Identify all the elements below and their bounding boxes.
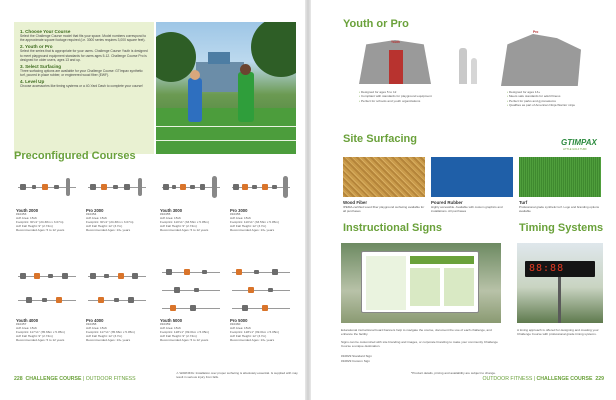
course-layout-diagram (160, 166, 222, 208)
wood-fiber-desc: IPEMA-certified wood fiber playground surfacing available for all purchases (343, 205, 425, 213)
preconfigured-courses-title: Preconfigured Courses (14, 150, 136, 162)
page-number-right: 229 (595, 376, 604, 382)
course-card-youth-5000 (160, 262, 222, 343)
course-name: Pro 4000 (86, 318, 104, 323)
pro-bullets: • Designed for ages 13+ • Meets safe standards for adult fitness • Perfect for parks and gymnasiums • Qualifies as part of American Ninja Warrior ninja (507, 90, 611, 107)
course-card-pro-2000 (86, 166, 148, 233)
course-meta: #10454 Ad'l Area: 15x6 Footprint: 30'x1" (24.38m x 3.07m) Ad'l Fall Height: 12' (3.7m) Recommended Ages: 13+ years (86, 212, 134, 232)
left-footer: 228 CHALLENGE COURSE | OUTDOOR FITNESS (14, 376, 136, 382)
gtimpax-logo: GTIMPAX (561, 138, 597, 147)
steps-panel (14, 22, 154, 154)
poured-rubber-swatch (431, 157, 513, 197)
course-card-youth-4000 (16, 262, 78, 343)
course-layout-diagram (86, 262, 148, 318)
timing-systems-title: Timing Systems (519, 222, 604, 234)
course-name: Pro 3000 (230, 208, 248, 213)
left-page (0, 0, 305, 400)
footer-sub-left: OUTDOOR FITNESS (85, 376, 136, 382)
course-meta: #10458 Ad'l Area: 15x6 Footprint: 117'x1" (35.66m x 5.05m) Ad'l Fall Height: 12' (3.7m) Recommended Ages: 13+ years (86, 322, 135, 342)
course-name: Youth 4000 (16, 318, 39, 323)
course-layout-diagram (230, 166, 292, 208)
wood-fiber-name: Wood Fiber (343, 200, 368, 205)
step-3-heading: 3. Select Surfacing (20, 64, 62, 70)
step-4-heading: 4. Level Up (20, 79, 45, 85)
poured-rubber-name: Poured Rubber (431, 200, 463, 205)
signs-description-2: Signs can be customized with site branding and images, or corporate branding to make your community Challenge Course a unique destination. (341, 340, 498, 348)
course-card-youth-2000 (16, 166, 78, 233)
youth-bullets: • Designed for ages 5 to 12 • Compliant with standards for playground equipment • Perfect for schools and youth organizations (359, 90, 469, 103)
course-meta: #10457 Ad'l Area: 15x6 Footprint: 117'x1" (35.66m x 5.05m) Ad'l Fall Height: 9" (2.74m) Recommended Ages: 5 to 12 years (16, 322, 65, 342)
signs-description: Educational instructional board banners help to navigate the course, document the use of each challenge, and enhance the facility. (341, 328, 492, 336)
right-footer: OUTDOOR FITNESS | CHALLENGE COURSE 229 (482, 376, 604, 382)
course-card-pro-5000 (230, 262, 292, 343)
course-meta: #10456 Ad'l Area: 15x6 Footprint: 110'x1" (33.53m x 5.05m) Ad'l Fall Height: 12' (3.7m) Recommended Ages: 13+ years (230, 212, 279, 232)
course-meta: #10453 Ad'l Area: 15x6 Footprint: 30'x1" (24.38m x 3.07m) Ad'l Fall Height: 9" (2.74m) Recommended Ages: 5 to 12 years (16, 212, 65, 232)
instructional-signs-title: Instructional Signs (343, 222, 443, 234)
course-layout-diagram (86, 166, 148, 208)
course-layout-diagram (16, 262, 78, 318)
course-name: Pro 2000 (86, 208, 104, 213)
gtimpax-tagline: LITTLE GOLF TURF (563, 148, 587, 151)
timing-description: A timing approach is offered for designing and creating your Challenge Course with professional grade timing systems. (517, 328, 599, 336)
site-surfacing-title: Site Surfacing (343, 133, 417, 145)
poured-rubber-desc: Highly accessible. Available with custom graphics and installations. All purchases (431, 205, 503, 213)
course-card-pro-4000 (86, 262, 148, 343)
step-1-body: Select the Challenge Course model that fits your space. Model numbers correspond to the approximate square footage required (i.e. 3000 series requires 3,000 square feet). (20, 34, 147, 43)
step-3-body: Three surfacing options are available for your Challenge Course: GTImpax synthetic turf, poured in place rubber, or engineered wood fiber (EWF). (20, 69, 143, 78)
footer-sub-right: OUTDOOR FITNESS (482, 376, 533, 382)
sign-item-standard: #10829 Standard Sign (341, 354, 372, 358)
step-1-heading: 1. Choose Your Course (20, 29, 71, 34)
footer-title-left: CHALLENGE COURSE (25, 376, 82, 382)
timing-system-photo (517, 243, 603, 323)
right-page (311, 0, 616, 400)
timer-display: 88:88 (529, 263, 565, 274)
course-name: Youth 5000 (160, 318, 183, 323)
course-meta: #10455 Ad'l Area: 15x6 Footprint: 110'x1" (33.53m x 5.05m) Ad'l Fall Height: 9" (2.74m) Recommended Ages: 5 to 12 years (160, 212, 209, 232)
course-name: Youth 3000 (160, 208, 183, 213)
turf-desc: Professional grade synthetic turf. Logo and branding options available (519, 205, 600, 213)
pro-wall-label: Pro (533, 30, 539, 34)
step-4-body: Choose accessories like timing systems or a 40-Yard Dash to complete your course! (20, 84, 143, 89)
course-layout-diagram (16, 166, 78, 208)
turf-name: Turf (519, 200, 528, 205)
page-number-left: 228 (14, 376, 23, 382)
course-name: Youth 2000 (16, 208, 39, 213)
course-meta: #10459 Ad'l Area: 15x6 Footprint: 128'x1" (39.01m x 5.05m) Ad'l Fall Height: 9" (2.74m) Recommended Ages: 5 to 12 years (160, 322, 210, 342)
youth-wall-label: Youth (391, 40, 400, 44)
course-card-pro-3000 (230, 166, 292, 233)
course-card-youth-3000 (160, 166, 222, 233)
step-2-body: Select the series that is appropriate for your users. Challenge Course Youth is designed to meet playground equipment standards for users ages 5-12. Challenge Course Pro is designed for older users, ages 13 and up. (20, 49, 148, 62)
course-name: Pro 5000 (230, 318, 248, 323)
footer-title-right: CHALLENGE COURSE (536, 376, 593, 382)
course-meta: #10460 Ad'l Area: 15x6 Footprint: 128'x1" (39.01m x 5.05m) Ad'l Fall Height: 12' (3.7m) Recommended Ages: 13+ years (230, 322, 280, 342)
instructional-sign-photo (341, 243, 501, 323)
course-layout-diagram (160, 262, 222, 318)
youth-or-pro-title: Youth or Pro (343, 18, 409, 30)
step-2-heading: 2. Youth or Pro (20, 44, 53, 50)
safety-warning: ⚠ WARNING: Installation over proper surfacing is absolutely essential. Is supplied with may result in serious injury from falls. (176, 371, 298, 379)
kids-running-photo (156, 22, 296, 154)
availability-note: *Product details, pricing and availability are subject to change. (411, 371, 496, 375)
turf-swatch (519, 157, 601, 197)
course-layout-diagram (230, 262, 292, 318)
wood-fiber-swatch (343, 157, 425, 197)
sign-item-custom: #10829 Custom Sign (341, 359, 370, 363)
